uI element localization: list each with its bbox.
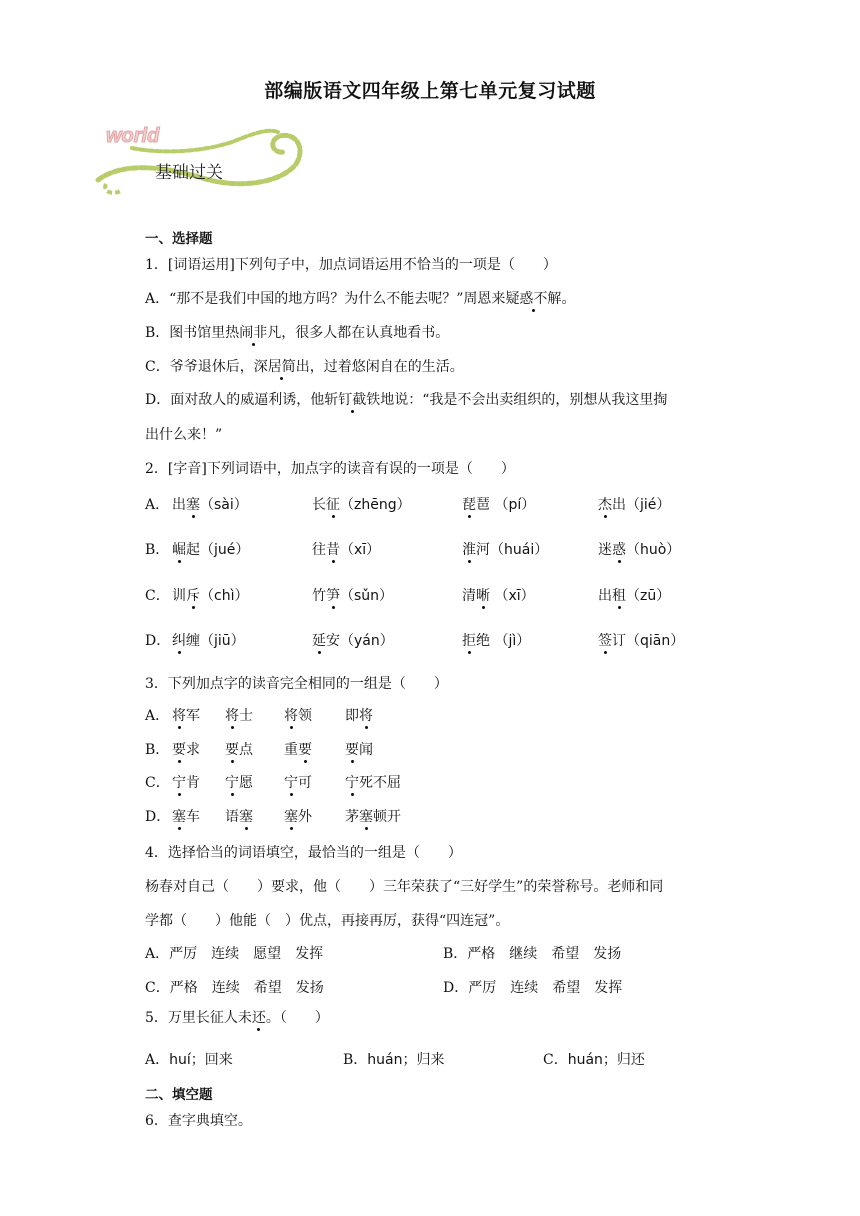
dotted-char: 将 (284, 708, 298, 724)
q3-option-label[interactable]: D． (145, 809, 171, 825)
dotted-char: 宁 (345, 775, 359, 791)
q2-word: 往昔（xī） (312, 542, 381, 558)
q3-word: 将士 (225, 708, 253, 724)
q3-word: 即将 (345, 708, 373, 724)
q1-stem: 1．[词语运用]下列句子中，加点词语运用不恰当的一项是（ ） (145, 257, 557, 273)
q3-word: 塞车 (172, 809, 200, 825)
dotted-char: 塞 (239, 809, 253, 825)
banner-label: 基础过关 (155, 163, 223, 183)
q2-word: 杰出（jié） (598, 497, 671, 513)
dotted-char: 宁 (284, 775, 298, 791)
q2-option-label[interactable]: B． (145, 542, 170, 558)
q2-word: 延安（yán） (312, 633, 394, 649)
q5-option-a[interactable]: A．huí；回来 (145, 1052, 233, 1068)
dotted-phrase: 深居简出 (253, 359, 310, 375)
dotted-char: 晰 (476, 588, 490, 604)
dotted-char: 延 (312, 633, 326, 649)
dotted-char: 宁 (172, 775, 186, 791)
pinyin: （xī） (490, 588, 535, 604)
dotted-char: 签 (598, 633, 612, 649)
q3-option-label[interactable]: B． (145, 742, 170, 758)
pinyin: （sǔn） (340, 588, 394, 604)
q6-stem: 6．查字典填空。 (145, 1113, 252, 1129)
dotted-char: 还 (251, 1010, 266, 1026)
q2-option-label[interactable]: D． (145, 633, 171, 649)
q3-word: 要求 (172, 742, 200, 758)
q4-option-a[interactable]: A．严厉 连续 愿望 发挥 (145, 946, 324, 962)
q2-word: 迷惑（huò） (598, 542, 681, 558)
pinyin: （zhēng） (340, 497, 411, 513)
q3-word: 宁可 (284, 775, 312, 791)
q3-word: 要点 (225, 742, 253, 758)
dotted-char: 宁 (225, 775, 239, 791)
q5-option-c[interactable]: C．huán；归还 (543, 1052, 645, 1068)
dotted-char: 琵 (462, 497, 476, 513)
q3-word: 将军 (172, 708, 200, 724)
pinyin: （jì） (490, 633, 531, 649)
dotted-char: 征 (326, 497, 340, 513)
q5-stem: 5．万里长征人未还。（ ） (145, 1010, 329, 1026)
dotted-char: 塞 (186, 497, 200, 513)
q1-option-d-cont: 出什么来！” (145, 427, 223, 443)
q2-word: 出租（zū） (598, 588, 671, 604)
q2-word: 拒绝 （jì） (462, 633, 531, 649)
section-heading-choice: 一、选择题 (145, 231, 213, 247)
dotted-char: 要 (172, 742, 186, 758)
dotted-char: 要 (345, 742, 359, 758)
q2-word: 竹笋（sǔn） (312, 588, 394, 604)
q4-passage-2: 学都（ ）他能（ ）优点，再接再厉，获得“四连冠”。 (145, 913, 510, 929)
dotted-char: 塞 (284, 809, 298, 825)
q4-option-b[interactable]: B．严格 继续 希望 发扬 (443, 946, 622, 962)
section-heading-fill: 二、填空题 (145, 1087, 213, 1103)
dotted-char: 淮 (462, 542, 476, 558)
q2-word: 出塞（sài） (172, 497, 248, 513)
q3-word: 茅塞顿开 (345, 809, 401, 825)
q3-word: 宁肯 (172, 775, 200, 791)
dotted-char: 将 (359, 708, 373, 724)
dotted-phrase: 斩钉截铁 (324, 392, 381, 408)
q1-option-b[interactable]: B．图书馆里热闹非凡，很多人都在认真地看书。 (145, 325, 450, 341)
pinyin: （jiū） (200, 633, 245, 649)
q1-option-c[interactable]: C．爷爷退休后，深居简出，过着悠闲自在的生活。 (145, 359, 464, 375)
q3-word: 重要 (284, 742, 312, 758)
q4-option-c[interactable]: C．严格 连续 希望 发扬 (145, 980, 324, 996)
pinyin: （yán） (340, 633, 394, 649)
dotted-char: 塞 (172, 809, 186, 825)
q2-word: 长征（zhēng） (312, 497, 411, 513)
q2-stem: 2．[字音]下列词语中，加点字的读音有误的一项是（ ） (145, 461, 515, 477)
banner-word: world (106, 125, 160, 147)
pinyin: （sài） (200, 497, 248, 513)
q2-word: 琵琶 （pí） (462, 497, 536, 513)
pinyin: （xī） (340, 542, 381, 558)
dotted-char: 将 (225, 708, 239, 724)
dotted-char: 要 (225, 742, 239, 758)
q3-option-label[interactable]: A． (145, 708, 170, 724)
q2-word: 训斥（chì） (172, 588, 249, 604)
dotted-char: 要 (298, 742, 312, 758)
dotted-char: 纠 (172, 633, 186, 649)
q1-option-a[interactable]: A．“那不是我们中国的地方吗？为什么不能去呢？”周恩来疑惑不解。 (145, 291, 576, 307)
pinyin: （zū） (626, 588, 671, 604)
q3-word: 要闻 (345, 742, 373, 758)
q2-word: 清晰 （xī） (462, 588, 535, 604)
dotted-char: 笋 (326, 588, 340, 604)
pinyin: （huái） (490, 542, 549, 558)
q3-stem: 3．下列加点字的读音完全相同的一组是（ ） (145, 676, 448, 692)
q3-word: 语塞 (225, 809, 253, 825)
q2-word: 签订（qiān） (598, 633, 685, 649)
pinyin: （pí） (490, 497, 536, 513)
dotted-char: 昔 (326, 542, 340, 558)
q4-stem: 4．选择恰当的词语填空，最恰当的一组是（ ） (145, 845, 462, 861)
dotted-phrase: 疑惑不解 (505, 291, 562, 307)
dotted-phrase: 热闹非凡 (225, 325, 282, 341)
dotted-char: 租 (612, 588, 626, 604)
pinyin: （jué） (200, 542, 250, 558)
dotted-char: 崛 (172, 542, 186, 558)
q3-option-label[interactable]: C． (145, 775, 170, 791)
q4-passage-1: 杨春对自己（ ）要求，他（ ）三年荣获了“三好学生”的荣誉称号。老师和同 (145, 879, 664, 895)
dotted-char: 杰 (598, 497, 612, 513)
dotted-char: 斥 (186, 588, 200, 604)
dotted-char: 拒 (462, 633, 476, 649)
q3-word: 将领 (284, 708, 312, 724)
pinyin: （huò） (626, 542, 681, 558)
dotted-char: 塞 (359, 809, 373, 825)
q2-word: 纠缠（jiū） (172, 633, 245, 649)
q3-word: 宁死不屈 (345, 775, 401, 791)
q4-option-d[interactable]: D．严厉 连续 希望 发挥 (443, 980, 623, 996)
pinyin: （jié） (626, 497, 671, 513)
q2-option-label[interactable]: C． (145, 588, 170, 604)
q3-word: 宁愿 (225, 775, 253, 791)
dotted-char: 惑 (612, 542, 626, 558)
dotted-char: 将 (172, 708, 186, 724)
pinyin: （qiān） (626, 633, 685, 649)
q2-word: 淮河（huái） (462, 542, 549, 558)
q1-option-d[interactable]: D．面对敌人的威逼利诱，他斩钉截铁地说：“我是不会出卖组织的，别想从我这里掏 (145, 392, 668, 408)
pinyin: （chì） (200, 588, 249, 604)
q2-option-label[interactable]: A． (145, 497, 170, 513)
q2-word: 崛起（jué） (172, 542, 250, 558)
q5-option-b[interactable]: B．huán；归来 (343, 1052, 445, 1068)
q3-word: 塞外 (284, 809, 312, 825)
page-title: 部编版语文四年级上第七单元复习试题 (264, 80, 596, 102)
